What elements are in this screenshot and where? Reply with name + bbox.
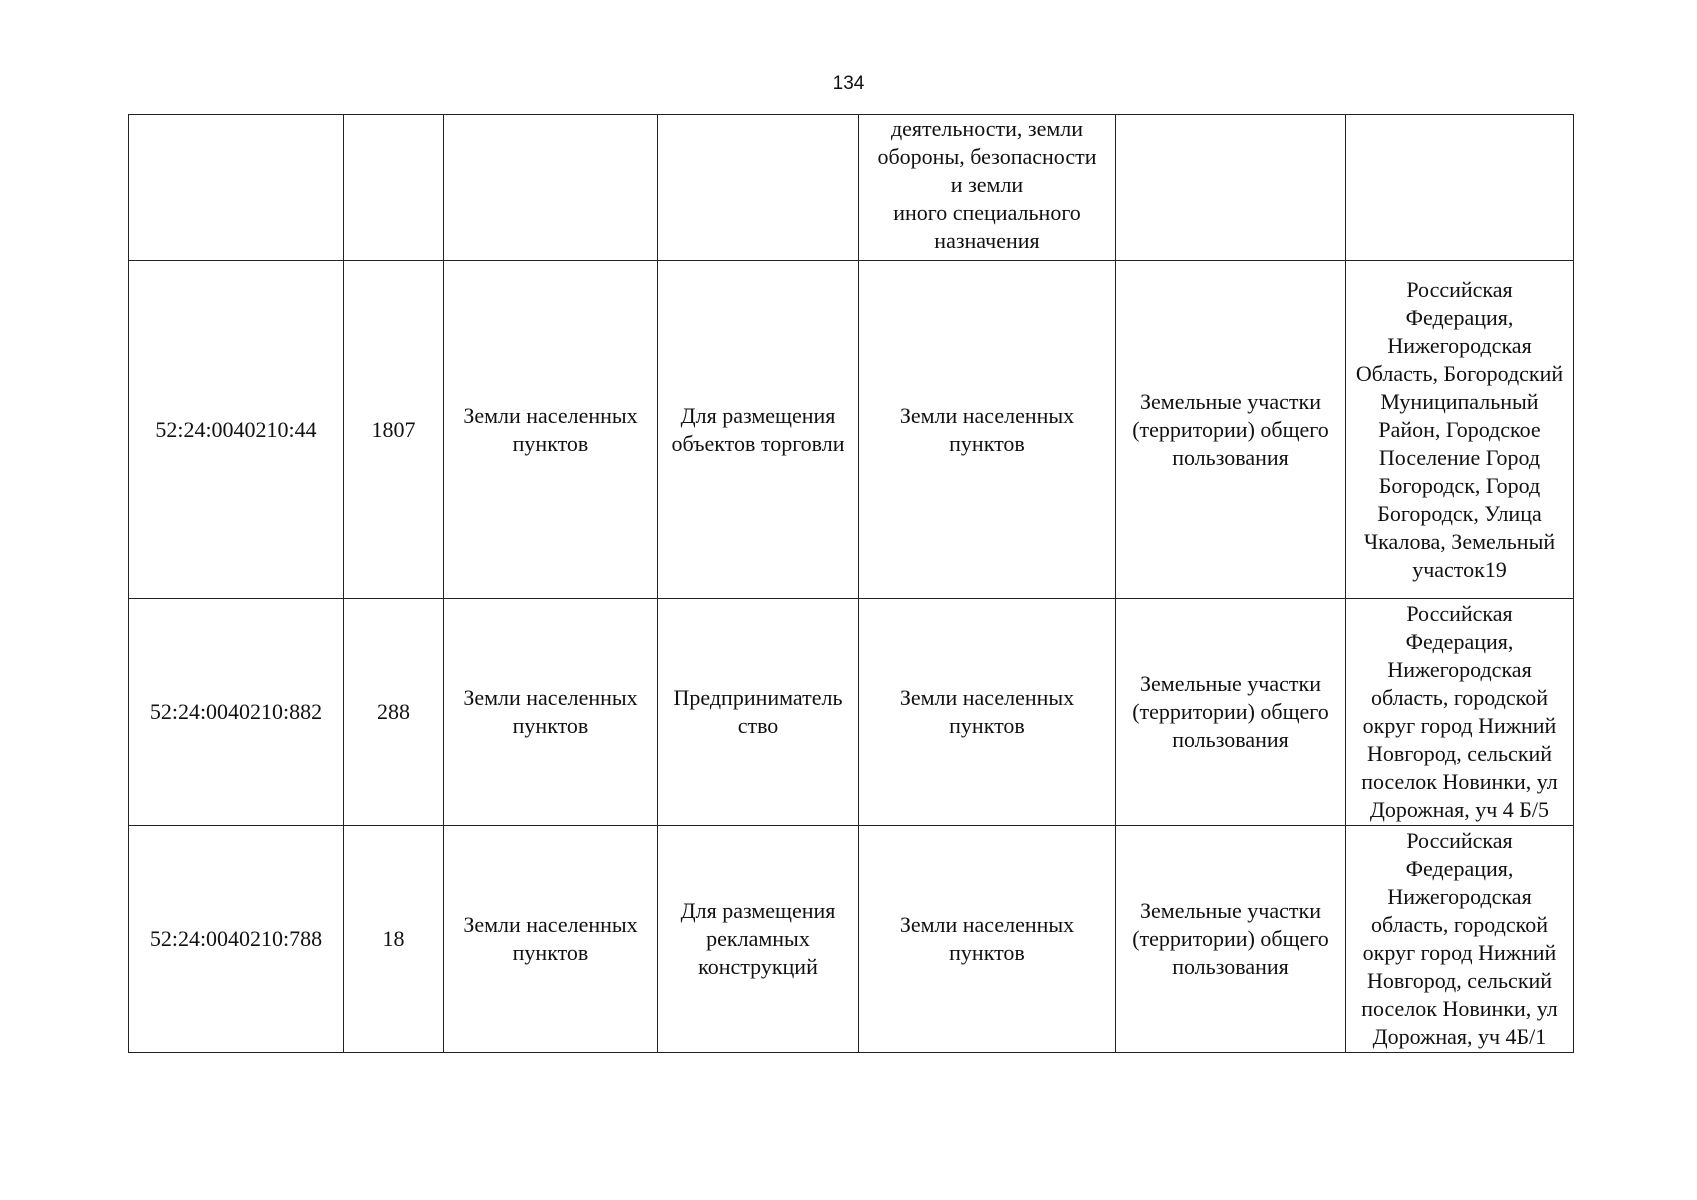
territorial-zone-cell: Земельные участки (территории) общего пользования (1116, 599, 1346, 826)
table-row (129, 599, 1574, 826)
land-plots-table (128, 114, 1574, 1053)
address-cell: Российская Федерация, Нижегородская Область, Богородский Муниципальный Район, Городское Поселение Город Богородск, Город Богородск, Улица Чкалова, Земельный участок19 (1346, 261, 1574, 599)
category-cell (444, 115, 658, 261)
cadastral-number-cell (129, 115, 344, 261)
territorial-zone-cell: Земельные участки (территории) общего пользования (1116, 826, 1346, 1053)
land-category-cell: Земли населенных пунктов (859, 261, 1116, 599)
area-cell: 18 (344, 826, 444, 1053)
cadastral-number-cell: 52:24:0040210:882 (129, 599, 344, 826)
territorial-zone-cell: Земельные участки (территории) общего пользования (1116, 261, 1346, 599)
area-cell (344, 115, 444, 261)
category-cell: Земли населенных пунктов (444, 261, 658, 599)
address-cell: Российская Федерация, Нижегородская область, городской округ город Нижний Новгород, сельский поселок Новинки, ул Дорожная, уч 4Б/1 (1346, 826, 1574, 1053)
address-cell (1346, 115, 1574, 261)
permitted-use-cell: Предприниматель ство (658, 599, 859, 826)
table-row-continuation (129, 115, 1574, 261)
table-row (129, 826, 1574, 1053)
category-cell: Земли населенных пунктов (444, 826, 658, 1053)
permitted-use-cell (658, 115, 859, 261)
land-category-cell (859, 115, 1116, 261)
permitted-use-cell: Для размещения объектов торговли (658, 261, 859, 599)
area-cell: 1807 (344, 261, 444, 599)
land-category-cell: Земли населенных пунктов (859, 826, 1116, 1053)
land-category-text: деятельности, земли обороны, безопасности и земли иного специального назначения (877, 116, 1097, 253)
page-number: 134 (832, 73, 865, 94)
cadastral-number-cell: 52:24:0040210:44 (129, 261, 344, 599)
category-cell: Земли населенных пунктов (444, 599, 658, 826)
area-cell: 288 (344, 599, 444, 826)
territorial-zone-cell (1116, 115, 1346, 261)
permitted-use-cell: Для размещения рекламных конструкций (658, 826, 859, 1053)
table-row (129, 261, 1574, 599)
address-cell: Российская Федерация, Нижегородская область, городской округ город Нижний Новгород, сельский поселок Новинки, ул Дорожная, уч 4 Б/5 (1346, 599, 1574, 826)
land-category-cell: Земли населенных пунктов (859, 599, 1116, 826)
cadastral-number-cell: 52:24:0040210:788 (129, 826, 344, 1053)
